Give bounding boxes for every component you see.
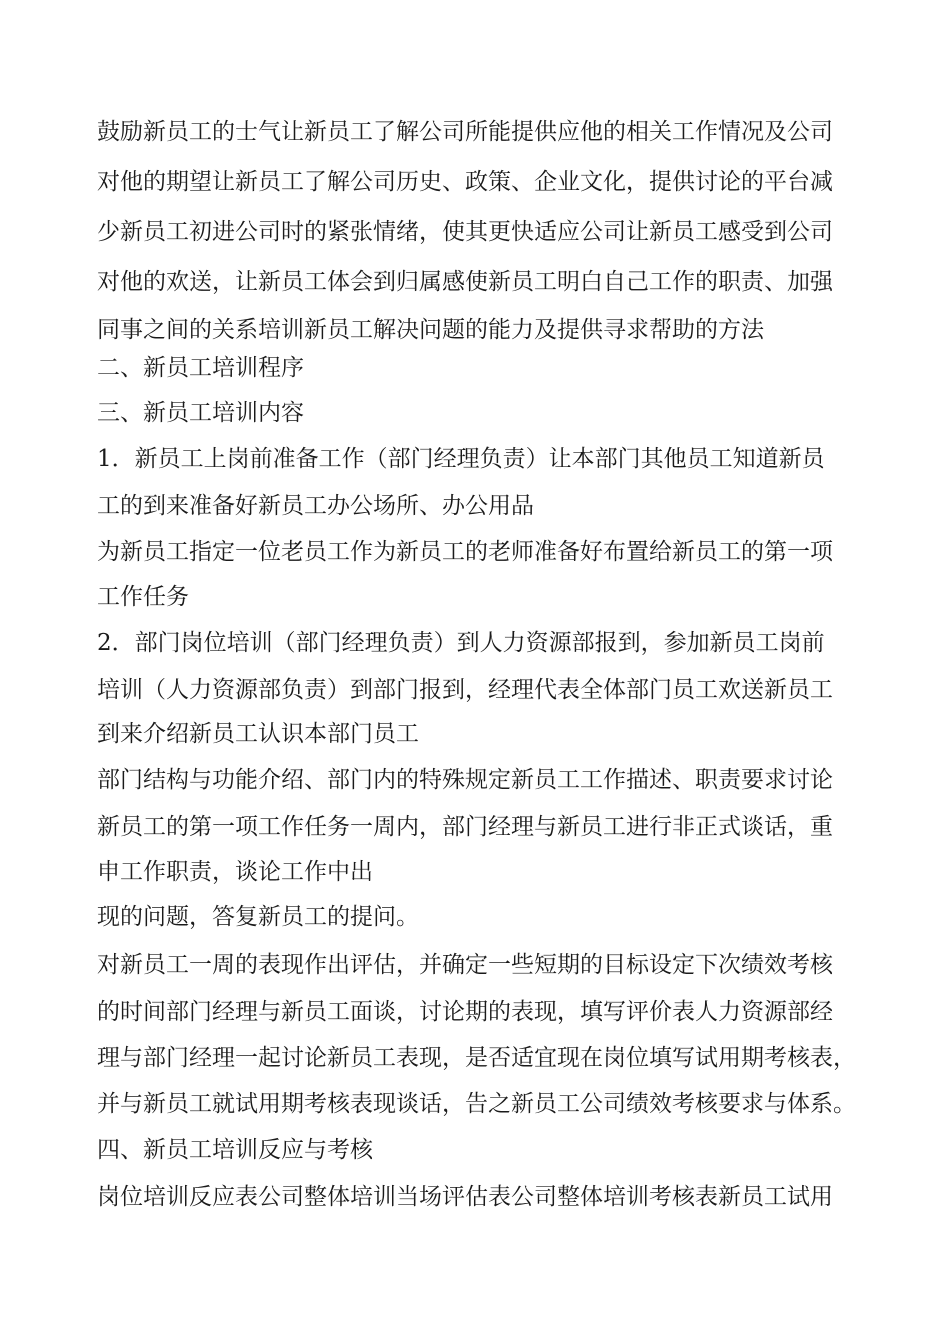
- text-line: 同事之间的关系培训新员工解决问题的能力及提供寻求帮助的方法: [97, 317, 764, 343]
- section-heading: 四、新员工培训反应与考核: [97, 1137, 373, 1163]
- text-line: 新员工的第一项工作任务一周内，部门经理与新员工进行非正式谈话，重: [97, 814, 833, 840]
- text-line: 部门结构与功能介绍、部门内的特殊规定新员工工作描述、职责要求讨论: [97, 767, 833, 793]
- text-line: 对他的欢送，让新员工体会到归属感使新员工明白自己工作的职责、加强: [97, 269, 833, 295]
- section-heading: 二、新员工培训程序: [97, 355, 304, 381]
- text-line: 培训（人力资源部负责）到部门报到，经理代表全体部门员工欢送新员工: [97, 677, 833, 703]
- section-heading: 三、新员工培训内容: [97, 400, 304, 426]
- text-line: 少新员工初进公司时的紧张情绪，使其更快适应公司让新员工感受到公司: [97, 219, 833, 245]
- text-line: 的时间部门经理与新员工面谈，讨论期的表现，填写评价表人力资源部经: [97, 999, 833, 1025]
- text-line: 对新员工一周的表现作出评估，并确定一些短期的目标设定下次绩效考核: [97, 952, 833, 978]
- text-line: 并与新员工就试用期考核表现谈话，告之新员工公司绩效考核要求与体系。: [97, 1091, 856, 1117]
- text-line: 岗位培训反应表公司整体培训当场评估表公司整体培训考核表新员工试用: [97, 1184, 833, 1210]
- text-line: 为新员工指定一位老员工作为新员工的老师准备好布置给新员工的第一项: [97, 539, 833, 565]
- text-line: 2．部门岗位培训（部门经理负责）到人力资源部报到，参加新员工岗前: [97, 630, 825, 656]
- text-line: 申工作职责，谈论工作中出: [97, 859, 373, 885]
- text-line: 工的到来准备好新员工办公场所、办公用品: [97, 493, 534, 519]
- text-line: 1．新员工上岗前准备工作（部门经理负责）让本部门其他员工知道新员: [97, 446, 825, 472]
- text-line: 到来介绍新员工认识本部门员工: [97, 721, 419, 747]
- text-line: 鼓励新员工的士气让新员工了解公司所能提供应他的相关工作情况及公司: [97, 119, 833, 145]
- text-line: 对他的期望让新员工了解公司历史、政策、企业文化，提供讨论的平台减: [97, 169, 833, 195]
- text-line: 现的问题，答复新员工的提问。: [97, 904, 419, 930]
- text-line: 理与部门经理一起讨论新员工表现，是否适宜现在岗位填写试用期考核表，: [97, 1045, 856, 1071]
- text-line: 工作任务: [97, 584, 189, 610]
